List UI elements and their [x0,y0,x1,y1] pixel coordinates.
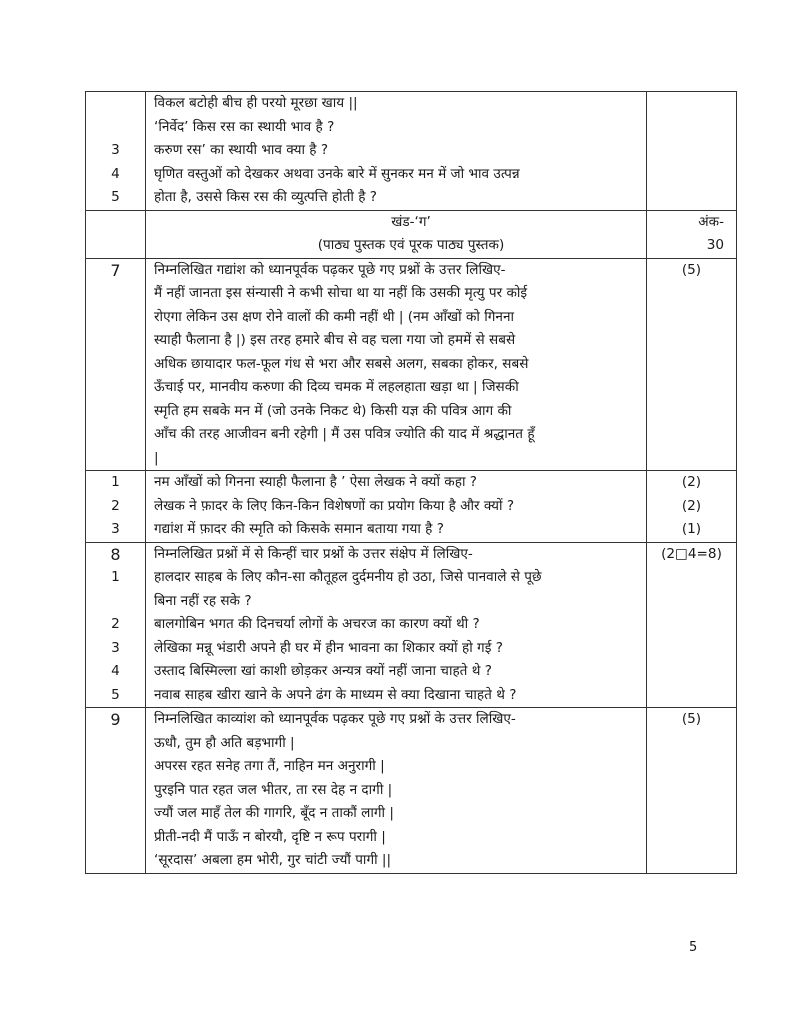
block1-num: 4 [111,165,120,182]
block1-row [86,92,737,211]
text-line: | [154,449,159,466]
sub-number: 2 [111,497,120,514]
text-line: अपरस रहत सनेह तगा तैं, नाहिन मन अनुरागी | [154,758,385,774]
question-number: 7 [110,260,121,280]
text-line: करुण रस’ का स्थायी भाव क्या है ? [154,142,329,158]
sub-marks: (2) [681,474,702,490]
text-line: निम्नलिखित काव्यांश को ध्यानपूर्वक पढ़कर पूछे गए प्रश्नों के उत्तर लिखिए- [154,711,516,727]
page-number: 5 [689,940,698,955]
text-line: आँच की तरह आजीवन बनी रहेगी | मैं उस पवित्र ज्योति की याद में श्रद्धानत हूँ [154,426,535,442]
q9-row [86,708,737,874]
text-line: लेखिका मन्नू भंडारी अपने ही घर में हीन भावना का शिकार क्यों हो गई ? [154,639,503,656]
question-marks: (5) [681,261,702,278]
text-line: मैं नहीं जानता इस संन्यासी ने कभी सोचा था या नहीं कि उसकी मृत्यु पर कोई [154,285,528,301]
section-title: खंड-‘ग’ [391,213,431,230]
question-number: 9 [110,710,121,729]
text-line: अधिक छायादार फल-फूल गंध से भरा और सबसे अलग, सबका होकर, सबसे [154,355,529,372]
block1-text-cell [146,92,647,211]
text-line: ज्यौं जल माहँ तेल की गागरि, बूँद न ताकौं लागी | [154,805,394,821]
q7-sub-num-cell [86,471,146,543]
sub-number: 1 [111,569,120,585]
text-line: घृणित वस्तुओं को देखकर अथवा उनके बारे में सुनकर मन में जो भाव उत्पन्न [154,165,520,182]
text-line: ऊधौ, तुम हौ अति बड़भागी | [154,734,295,751]
sub-question: नम आँखों को गिनना स्याही फैलाना है ’ ऐसा लेखक ने क्यों कहा ? [154,474,477,490]
question-number: 8 [110,544,121,564]
text-line: ‘निर्वेद’ किस रस का स्थायी भाव है ? [154,118,335,135]
q7-num-cell [86,258,146,471]
block1-marks-cell [647,92,737,211]
q8-row [86,542,737,708]
section-marks-value: 30 [706,237,724,253]
text-line: बिना नहीं रह सके ? [154,592,252,609]
q7-sub-marks-cell [647,471,737,543]
q9-num-cell [86,708,146,874]
text-line: निम्नलिखित प्रश्नों में से किन्हीं चार प्रश्नों के उत्तर संक्षेप में लिखिए- [154,545,473,562]
text-line: रोएगा लेकिन उस क्षण रोने वालों की कमी नहीं थी | (नम आँखों को गिनना [154,308,515,325]
sub-marks: (1) [681,521,702,537]
sub-number: 3 [111,639,120,656]
q7-sub-text-cell [146,471,647,543]
text-line: ऊँचाई पर, मानवीय करुणा की दिव्य चमक में लहलहाता खड़ा था | जिसकी [154,379,519,395]
section-row [86,210,737,258]
q8-num-cell [86,542,146,708]
q7-row [86,258,737,471]
text-line: होता है, उससे किस रस की व्युत्पत्ति होती है ? [154,189,377,205]
q8-marks-cell [647,542,737,708]
section-subtitle: (पाठ्य पुस्तक एवं पूरक पाठ्य पुस्तक) [317,237,505,253]
text-line: स्याही फैलाना है |) इस तरह हमारे बीच से वह चला गया जो हममें से सबसे [154,332,516,348]
q7-sub-row [86,471,737,543]
sub-number: 5 [111,686,120,703]
question-marks: (2□4=8) [661,545,722,562]
text-line: बालगोबिन भगत की दिनचर्या लोगों के अचरज का कारण क्यों थी ? [154,616,480,632]
question-table [85,91,737,874]
section-marks-cell [647,210,737,258]
text-line: उस्ताद बिस्मिल्ला खां काशी छोड़कर अन्यत्र क्यों नहीं जाना चाहते थे ? [154,663,492,679]
q9-marks-cell [647,708,737,874]
q9-text-cell [146,708,647,874]
q8-text-cell [146,542,647,708]
block1-num: 3 [111,142,120,158]
sub-number: 2 [111,616,120,632]
text-line: ‘सूरदास’ अबला हम भोरी, गुर चांटी ज्यौं पागी || [154,852,392,868]
sub-question: गद्यांश में फ़ादर की स्मृति को किसके समान बताया गया है ? [154,521,444,537]
text-line: नवाब साहब खीरा खाने के अपने ढंग के माध्यम से क्या दिखाना चाहते थे ? [154,686,517,703]
question-marks: (5) [681,711,702,727]
sub-number: 1 [111,474,120,490]
q7-text-cell [146,258,647,471]
text-line: प्रीती-नदी मैं पाऊँ न बोरयौ, दृष्टि न रूप परागी | [154,828,386,845]
text-line: स्मृति हम सबके मन में (जो उनके निकट थे) किसी यज्ञ की पवित्र आग की [154,402,512,419]
sub-number: 4 [111,663,120,679]
section-text-cell [146,210,647,258]
text-line: निम्नलिखित गद्यांश को ध्यानपूर्वक पढ़कर पूछे गए प्रश्नों के उत्तर लिखिए- [154,261,506,278]
q7-marks-cell [647,258,737,471]
text-line: पुरइनि पात रहत जल भीतर, ता रस देह न दागी | [154,781,393,798]
text-line: हालदार साहब के लिए कौन-सा कौतूहल दुर्दमनीय हो उठा, जिसे पानवाले से पूछे [154,569,542,585]
section-num-cell [86,210,146,258]
sub-marks: (2) [681,497,702,514]
section-marks-label: अंक- [698,213,724,230]
block1-num-cell [86,92,146,211]
sub-number: 3 [111,521,120,537]
sub-question: लेखक ने फ़ादर के लिए किन-किन विशेषणों का प्रयोग किया है और क्यों ? [154,497,515,514]
text-line: विकल बटोही बीच ही परयो मूरछा खाय || [154,95,358,111]
block1-num: 5 [111,189,120,205]
